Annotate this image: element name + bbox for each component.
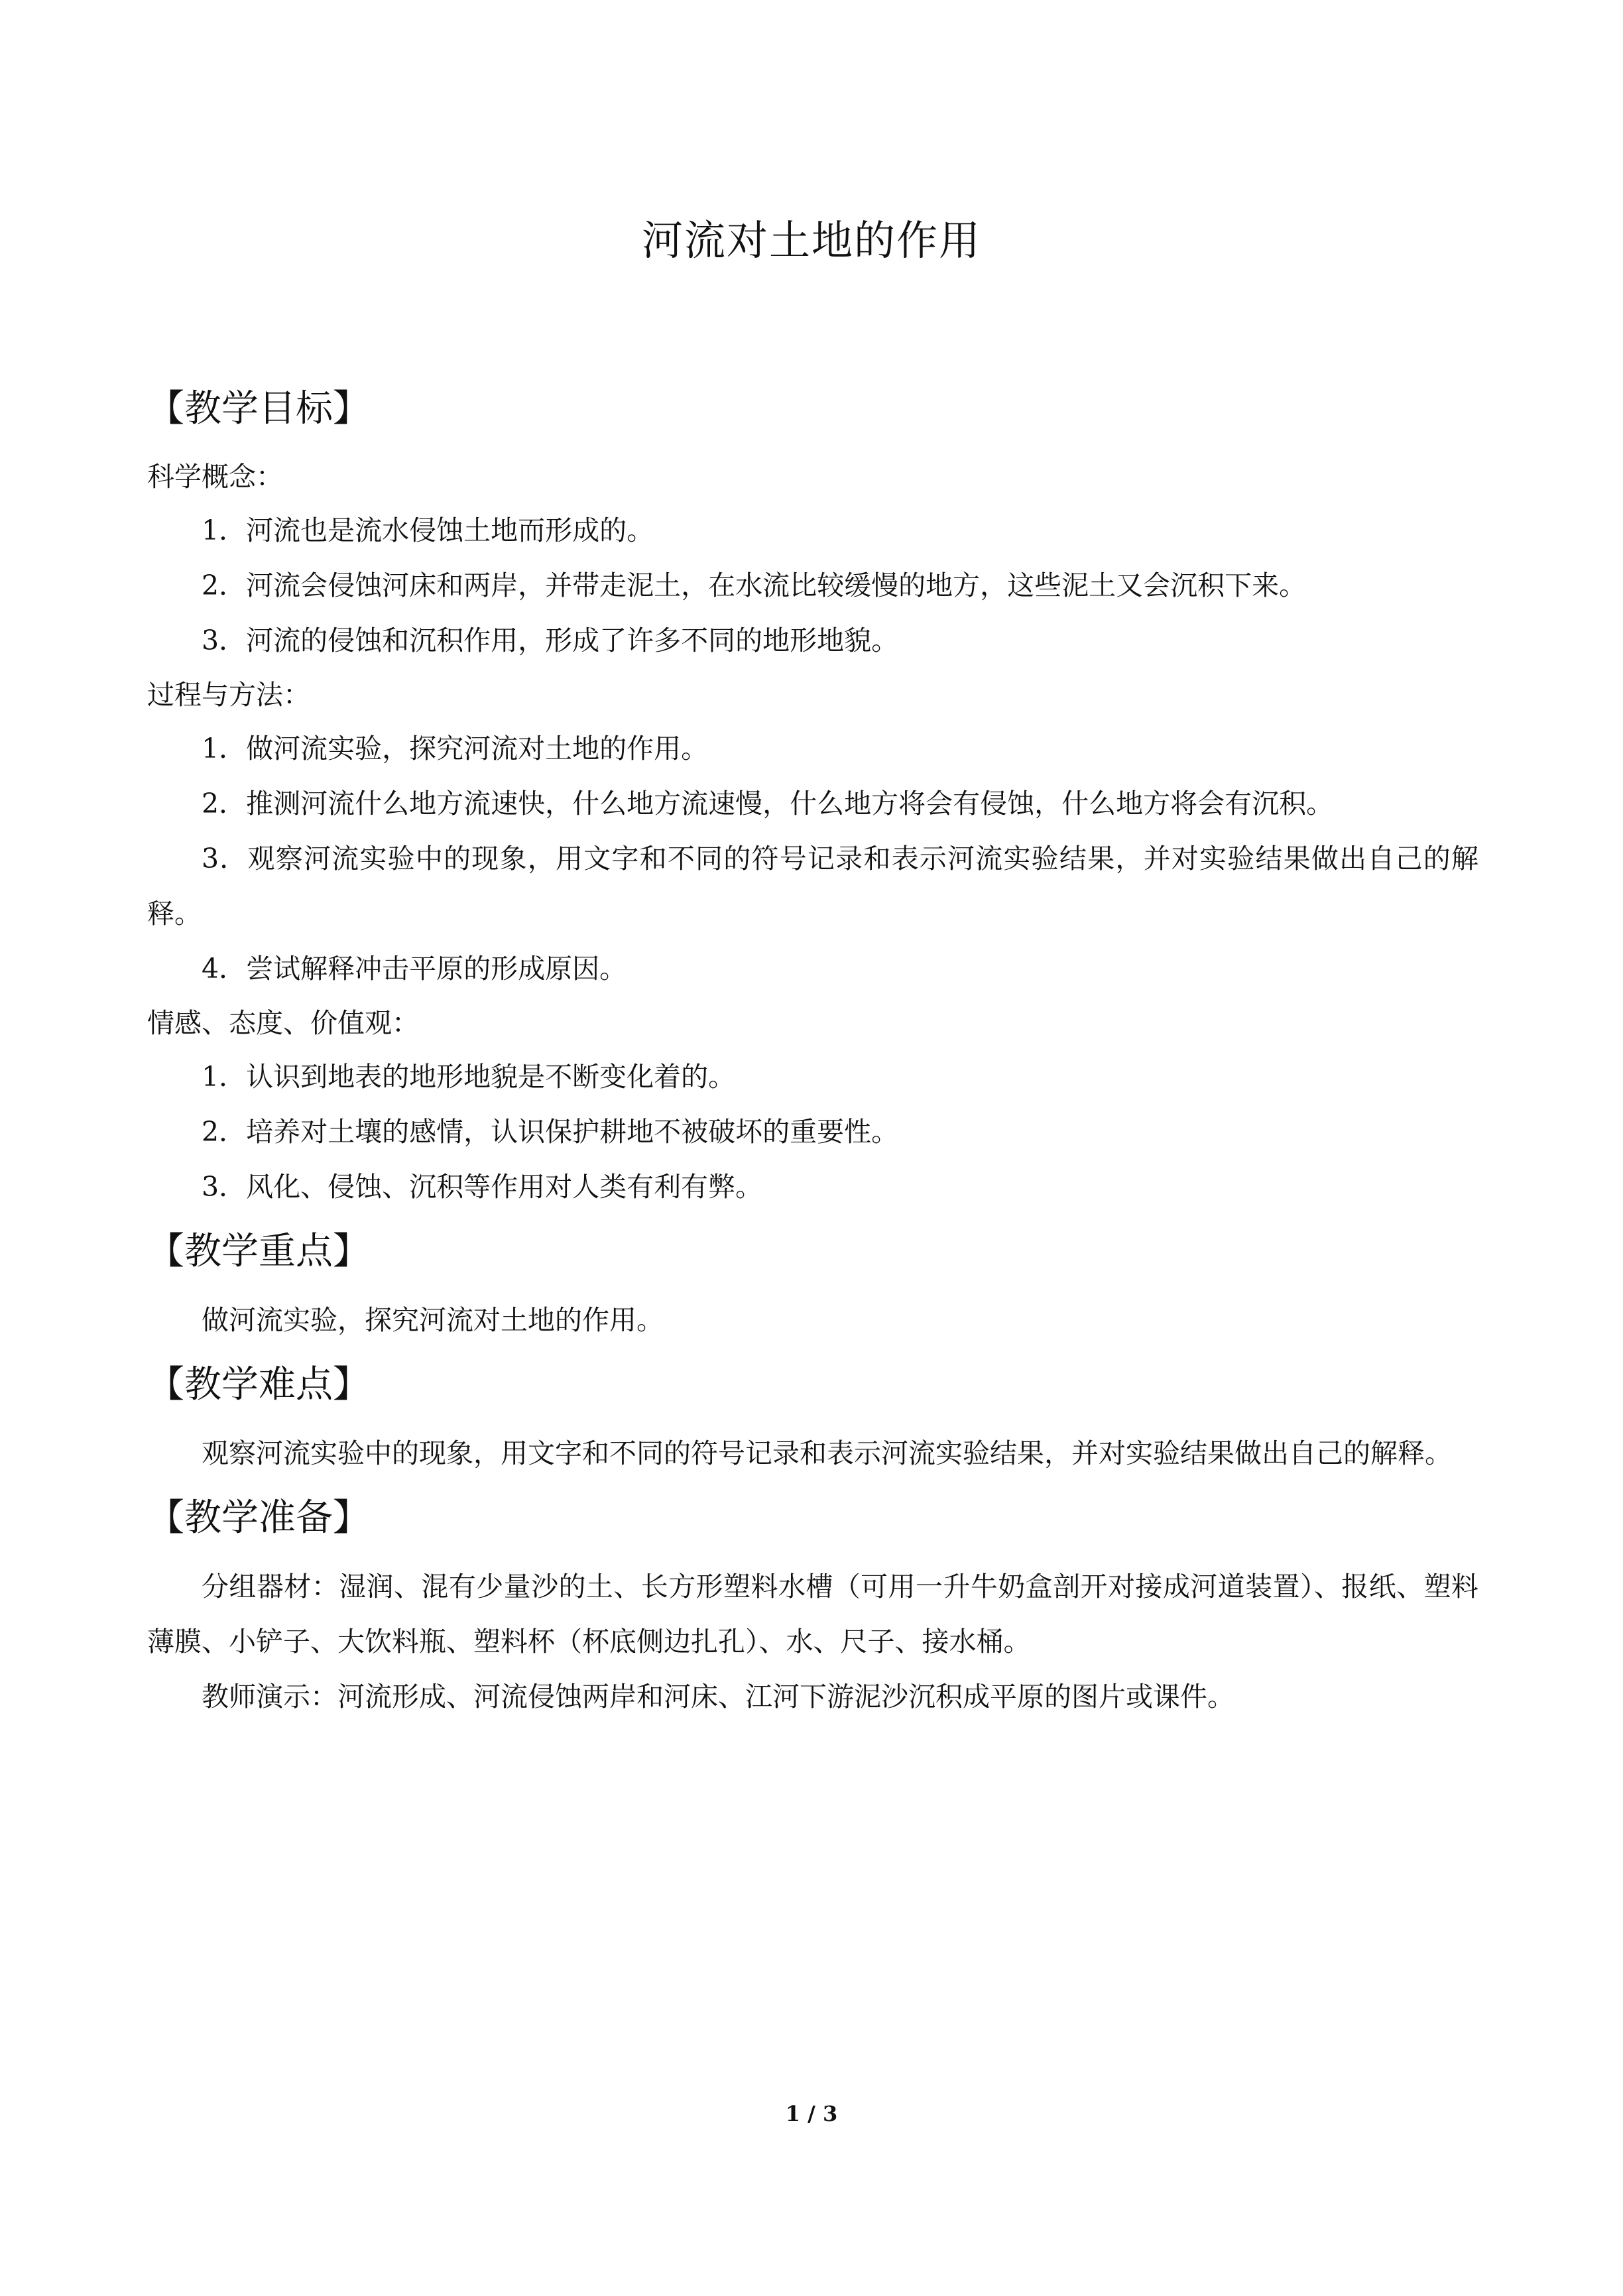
section-key-points <box>147 1224 1478 1348</box>
process-item: 4．尝试解释冲击平原的形成原因。 <box>202 953 627 985</box>
section-heading-difficulties: 【教学难点】 <box>147 1363 370 1406</box>
page-number: 1 / 3 <box>785 2101 838 2126</box>
emotion-item: 3．风化、侵蚀、沉积等作用对人类有利有弊。 <box>202 1171 763 1203</box>
process-item: 3．观察河流实验中的现象，用文字和不同的符号记录和表示河流实验结果，并对实验结果做出自己的解释。 <box>147 843 1478 930</box>
section-difficulties <box>147 1357 1478 1481</box>
process-item: 2．推测河流什么地方流速快，什么地方流速慢，什么地方将会有侵蚀，什么地方将会有沉积。 <box>202 788 1334 819</box>
subheading-concepts: 科学概念： <box>147 461 283 493</box>
preparation-teacher-demo: 教师演示：河流形成、河流侵蚀两岸和河床、江河下游泥沙沉积成平原的图片或课件。 <box>202 1681 1234 1713</box>
subheading-process: 过程与方法： <box>147 679 310 711</box>
emotion-item: 2．培养对土壤的感情，认识保护耕地不被破坏的重要性。 <box>202 1116 899 1148</box>
section-objectives <box>147 381 1478 1215</box>
section-preparation <box>147 1490 1478 1724</box>
concept-item: 1．河流也是流水侵蚀土地而形成的。 <box>202 514 654 546</box>
concept-item: 3．河流的侵蚀和沉积作用，形成了许多不同的地形地貌。 <box>202 625 899 656</box>
document-title: 河流对土地的作用 <box>641 216 981 265</box>
difficulties-text: 观察河流实验中的现象，用文字和不同的符号记录和表示河流实验结果，并对实验结果做出自己的解释。 <box>202 1437 1452 1469</box>
section-heading-key-points: 【教学重点】 <box>147 1230 370 1273</box>
section-heading-preparation: 【教学准备】 <box>147 1496 370 1540</box>
subheading-emotion: 情感、态度、价值观： <box>147 1007 419 1039</box>
key-points-text: 做河流实验，探究河流对土地的作用。 <box>202 1304 664 1336</box>
process-item: 1．做河流实验，探究河流对土地的作用。 <box>202 733 709 764</box>
concept-item: 2．河流会侵蚀河床和两岸，并带走泥土，在水流比较缓慢的地方，这些泥土又会沉积下来。 <box>202 570 1307 601</box>
emotion-item: 1．认识到地表的地形地貌是不断变化着的。 <box>202 1061 736 1093</box>
section-heading-objectives: 【教学目标】 <box>147 387 370 430</box>
document-body <box>147 381 1478 1724</box>
preparation-group-materials: 分组器材：湿润、混有少量沙的土、长方形塑料水槽（可用一升牛奶盒剖开对接成河道装置）、报纸、塑料薄膜、小铲子、大饮料瓶、塑料杯（杯底侧边扎孔）、水、尺子、接水桶。 <box>147 1571 1478 1658</box>
